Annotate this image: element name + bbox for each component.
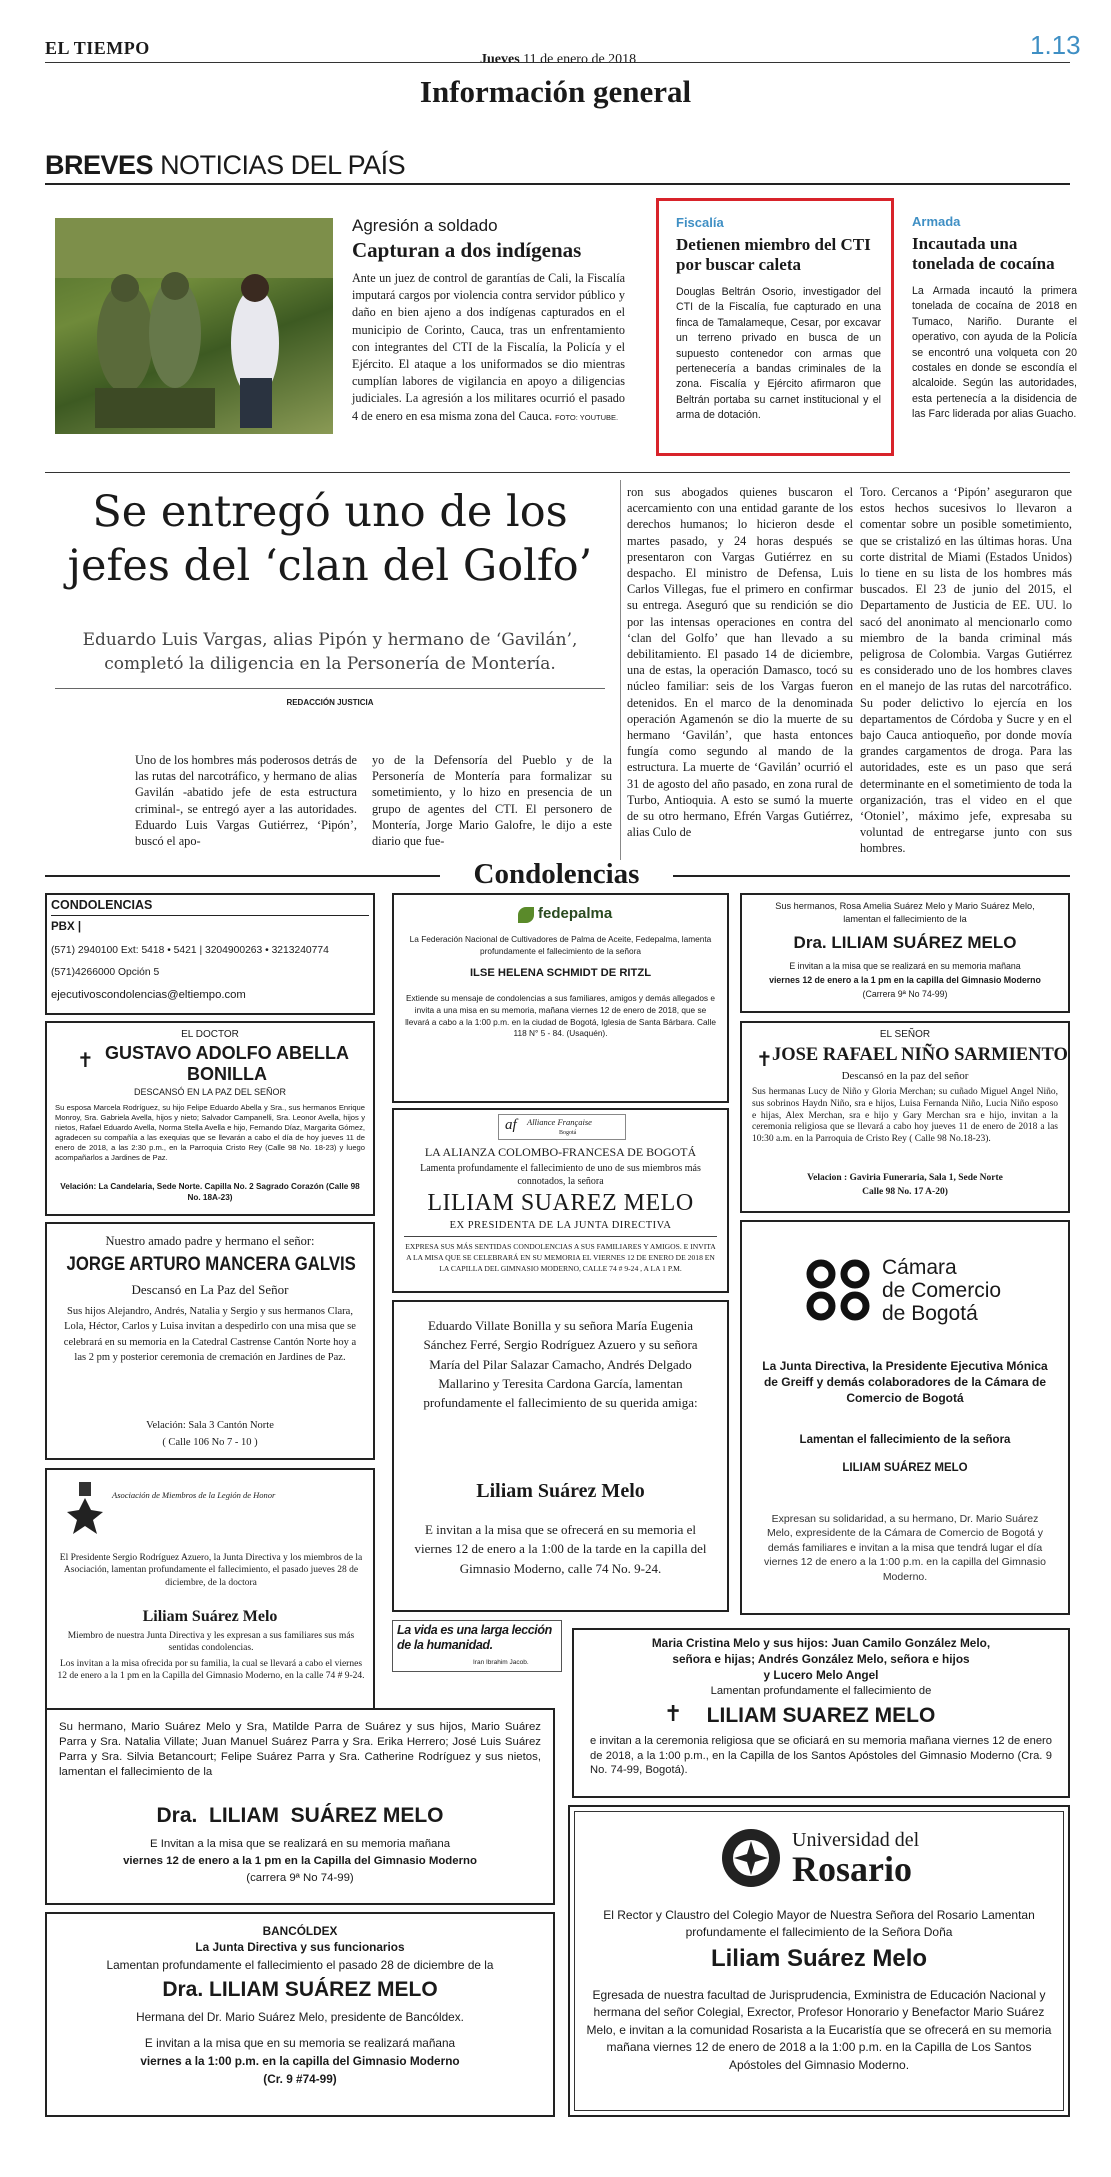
brief1-text: Ante un juez de control de garantías de Cali, la Fiscalía imputará cargos por violencia contra servidor público y daño en bien ajeno a dos indígenas capturados en el municipio de Corinto, Cauca, tras un enfrentamiento con integrantes del CTI de la Fiscalía, la Policía y el Ejército. El ataque a los uniformados se dio mientras cumplían labores de vigilancia en apoyo a diligencias judiciales. La agresión a los militares ocurrió el pasado 4 de enero en esa misma zona del Cauca.: [352, 271, 625, 423]
a12-body2: viernes a la 1:00 p.m. en la capilla del Gimnasio Moderno: [140, 2054, 460, 2068]
notice-mancera: [45, 1222, 375, 1460]
af-city: Bogotá: [559, 1130, 577, 1136]
a11-name: Dra. LILIAM SUÁREZ MELO: [156, 1804, 444, 1827]
notice-mario-suarez: [45, 1708, 555, 1905]
a7-body2: viernes 12 de enero a la 1 pm en la capilla del Gimnasio Moderno: [769, 975, 1041, 985]
column-rule-main: [620, 480, 621, 860]
af-mark: af: [505, 1117, 517, 1133]
brief2-body: Douglas Beltrán Osorio, investigador del CTI de la Fiscalía, fue capturado en una finca de Tamalameque, Cesar, por excavar un terreno privado en busca de un supuesto contenedor con armas que pertenecería a bandas criminales de la zona. Fiscalía y Ejército afirmaron que Beltrán portaba su carnet institucional y el arma de dotación.: [676, 286, 881, 422]
quote-box: [392, 1620, 562, 1672]
a9-name: LILIAM SUÁREZ MELO: [842, 1462, 968, 1474]
a10-lament: Lamentan profundamente el fallecimiento de: [710, 1685, 932, 1697]
a6-body: E invitan a la misa que se ofrecerá en su memoria el viernes 12 de enero a la 1:00 de la tarde en la capilla del Gimnasio Moderno, calle 74 No. 9-24.: [414, 1522, 707, 1576]
brief1-kicker: Agresión a soldado: [352, 216, 498, 235]
cross-icon: ✝: [664, 1702, 683, 1727]
quote-text: La vida es una larga lección de la humanidad.: [397, 1623, 552, 1652]
breves-label: [45, 150, 405, 181]
date-rest: 11 de enero de 2018: [523, 52, 637, 67]
a7-name: Dra. LILIAM SUÁREZ MELO: [793, 933, 1017, 952]
a6-intro: Eduardo Villate Bonilla y su señora María Eugenia Sánchez Ferré, Sergio Rodríguez Azuero y su señora María del Pilar Salazar Camacho, Andrés Delgado Mallarino y Teresita Cardona García, lamentan profundamente el fallecimiento de su querida amiga:: [423, 1318, 698, 1411]
condolencias-rule-left: [45, 875, 440, 877]
a8-foot1: Velacion : Gaviria Funeraria, Sala 1, Sede Norte: [807, 1173, 1003, 1183]
soldiers-image: [55, 218, 333, 434]
contact-box: [45, 893, 375, 1015]
rosario-logo-2: Rosario: [792, 1849, 912, 1889]
story-col3: ron sus abogados quienes buscaron el acercamiento con una entidad garante de los derechos humanos; lo hicieron desde el martes pasado, y 24 horas después se presentaron con Vargas Gutiérrez en su despacho. El ministro de Defensa, Luis Carlos Villegas, fue el primero en confirmar su entrega. Aseguró que su rendición se dio por las intensas operaciones en contra del ‘clan del Golfo’ que han llevado a su debilitamiento. El pasado 14 de diciembre, una de estas, la operación Damasco, tocó su núcleo familiar: seis de los Vargas fueron detenidos. En el marco de la denominada operación Agamenón se dio la muerte de su hermano ‘Gavilán’, que hasta entonces fungía como segundo al mando de la estructura. La muerte de ‘Gavilán’ ocurrió el 31 de agosto del año pasado, en zona rural de Turbo, Antioquia. A esto se sumó la muerte de su otro hermano, Efrén Vargas Gutiérrez, alias Culo de: [627, 485, 853, 840]
a1-pre: EL DOCTOR: [181, 1029, 239, 1040]
a1-foot: Velación: La Candelaria, Sede Norte. Capilla No. 2 Sagrado Corazón (Calle 98 No. 18A-23): [60, 1182, 360, 1202]
cross-icon: ✝: [77, 1048, 94, 1072]
a10-body: e invitan a la ceremonia religiosa que se oficiará en su memoria mañana viernes 12 de enero de 2018, a la 1:00 p.m., en la Capilla de los Santos Apóstoles del Gimnasio Moderno (Cra. 9 No. 74-99, Bogotá).: [590, 1735, 1052, 1777]
notice-villate: [392, 1300, 729, 1612]
a4-body: Extiende su mensaje de condolencias a sus familiares, amigos y demás allegados e invita a una misa en su memoria, mañana viernes 12 de enero de 2018, que se llevará a cabo a la 1:00 p.m. en la ciudad de Bogotá, Iglesia de Santa Bárbara. Calle 118 N° 5 - 84. (Usaquén).: [405, 993, 716, 1039]
camara-logo-2: de Comercio: [882, 1279, 1002, 1302]
a10-intro3: y Lucero Melo Angel: [763, 1668, 879, 1682]
main-deck: Eduardo Luis Vargas, alias Pipón y hermano de ‘Gavilán’, completó la diligencia en la Personería de Montería.: [82, 630, 578, 674]
a12-org2: La Junta Directiva y sus funcionarios: [195, 1940, 405, 1954]
a2-pre: Nuestro amado padre y hermano el señor:: [105, 1234, 315, 1248]
notice-legion: [45, 1468, 375, 1720]
brief1-body: [352, 270, 625, 426]
a2-name: JORGE ARTURO MANCERA GALVIS: [66, 1254, 356, 1275]
brief2-highlight-box: [656, 198, 894, 456]
a9-lament: Lamentan el fallecimiento de la señora: [799, 1434, 1011, 1446]
brief2-title: Detienen miembro del CTI por buscar caleta: [676, 235, 871, 274]
breves-bottom-rule: [45, 472, 1070, 473]
a2-foot2: ( Calle 106 No 7 - 10 ): [162, 1437, 258, 1448]
brief1-title: Capturan a dos indígenas: [352, 238, 582, 262]
a4-intro: La Federación Nacional de Cultivadores de Palma de Aceite, Fedepalma, lamenta profundamente el fallecimiento de la señora: [409, 934, 712, 957]
a7-intro2: lamentan el fallecimiento de la: [843, 914, 967, 924]
notice-abella: [45, 1021, 375, 1216]
cross-icon: ✝: [756, 1047, 773, 1071]
a3-seal: Asociación de Miembros de la Legión de Honor: [112, 1490, 276, 1500]
af-name: Alliance Française: [527, 1117, 592, 1127]
byline: REDACCIÓN JUSTICIA: [286, 698, 374, 707]
brief3-body: La Armada incautó la primera tonelada de cocaína de 2018 en Tumaco, Nariño. Durante el operativo, con ayuda de la Policía se encontró una volqueta con 20 costales en donde se escondía el alcaloide. Según las autoridades, esta pertenecía a la disidencia de las Farc liderada por alias Guacho.: [912, 285, 1077, 421]
a12-org: BANCÓLDEX: [262, 1924, 338, 1938]
brief3-title: Incautada una tonelada de cocaína: [912, 234, 1055, 273]
a12-body3: (Cr. 9 #74-99): [263, 2072, 337, 2086]
story-col1: Uno de los hombres más poderosos detrás de las rutas del narcotráfico, y hermano de alias Gavilán -abatido jefe de esta estructura criminal-, se entregó ayer a las autoridades. Eduardo Luis Vargas Gutiérrez, ‘Pipón’, buscó el apo-: [135, 753, 357, 849]
a5-intro1: LA ALIANZA COLOMBO-FRANCESA DE BOGOTÁ: [424, 1145, 697, 1159]
quote-author: Iran Ibrahim Jacob.: [473, 1659, 529, 1666]
header-rule: [45, 62, 1070, 63]
section-title: Información general: [419, 74, 692, 109]
a9-intro: La Junta Directiva, la Presidente Ejecutiva Mónica de Greiff y demás colaboradores de la Cámara de Comercio de Bogotá: [762, 1359, 1048, 1405]
notice-bancoldex: [45, 1912, 555, 2117]
issue-date: [480, 52, 636, 68]
a6-name: Liliam Suárez Melo: [476, 1480, 645, 1502]
a13-body: Egresada de nuestra facultad de Jurisprudencia, Exministra de Educación Nacional y hermana del señor Colegial, Exrector, Profesor Honorario y Benefactor Mario Suárez Melo, e invitan a la comunidad Rosarista a la Eucaristía que se ofrecerá en su memoria mañana viernes 12 de enero de 2018 a la 1:00 p.m. en la Capilla de Los Santos Apóstoles del Gimnasio Moderno.: [586, 1988, 1052, 2072]
contact-phones: (571) 2940100 Ext: 5418 • 5421 | 3204900263 • 3213240774: [51, 945, 329, 956]
a9-body: Expresan su solidaridad, a su hermano, Dr. Mario Suárez Melo, expresidente de la Cámara de Comercio de Bogotá y demás familiares e invitan a la misa que tendrá lugar el día viernes 12 de enero a la 1:00 p.m. en la capilla del Gimnasio Moderno.: [764, 1513, 1046, 1583]
fedepalma-leaf-icon: [518, 907, 534, 923]
a12-name: Dra. LILIAM SUÁREZ MELO: [162, 1978, 438, 2001]
story-col4: Toro. Cercanos a ‘Pipón’ aseguraron que estos hechos sucesivos lo llevaron a comentar sobre un posible sometimiento, que se cristalizó en las últimas horas. Una corte distrital de Miami (Estados Unidos) lo tiene en su lista de los hombres más buscados. El 23 de junio del 2015, el Departamento de Justicia de EE. UU. lo sacó del anonimato al mencionarlo como miembro de la banda criminal más peligrosa de Colombia. Vargas Gutiérrez es considerado uno de los hombres claves en el manejo de las rutas del narcotráfico. Su poder delictivo lo ejercía en los departamentos de Córdoba y Sucre y en el bajo Cauca antioqueño, por donde movía grandes cargamentos de droga. Para las autoridades, este es un paso que será determinante en el sometimiento de toda la organización, tras el video en el que ‘Otoniel’, máximo jefe, expresaba su voluntad de entregarse junto con sus hombres.: [860, 485, 1072, 856]
a10-intro1: Maria Cristina Melo y sus hijos: Juan Camilo González Melo,: [651, 1636, 991, 1650]
breves-bold: BREVES: [45, 150, 154, 180]
deck-rule: [55, 688, 605, 689]
a8-sub: Descansó en la paz del señor: [841, 1070, 969, 1082]
a2-sub: Descansó en La Paz del Señor: [131, 1282, 289, 1297]
pbx-label: PBX |: [51, 921, 82, 933]
breves-rule: [45, 183, 1070, 185]
a3-body1: Miembro de nuestra Junta Directiva y les expresan a sus familiares sus más sentidas condolencias.: [67, 1631, 355, 1654]
a2-foot1: Velación: Sala 3 Cantón Norte: [146, 1420, 274, 1431]
a12-intro: Lamentan profundamente el fallecimiento el pasado 28 de diciembre de la: [106, 1958, 494, 1972]
a12-body1: E invitan a la misa que en su memoria se realizará mañana: [144, 2036, 456, 2050]
contact-phone-2: (571)4266000 Opción 5: [51, 967, 160, 978]
notice-rosario: [568, 1805, 1070, 2117]
rosario-logo-1: Universidad del: [792, 1829, 920, 1851]
legion-medal-icon: [65, 1482, 105, 1542]
a1-sub: DESCANSÓ EN LA PAZ DEL SEÑOR: [133, 1087, 287, 1097]
main-headline: Se entregó uno de los jefes del ‘clan del Golfo’: [67, 487, 593, 591]
a7-body3: (Carrera 9ª No 74-99): [862, 989, 948, 999]
a8-body: Sus hermanas Lucy de Niño y Gloria Merchan; su cuñado Miguel Angel Niño, sus sobrinos Haydn Niño, sra e hijos, Luisa Fernanda Niño, Lucia Niño esposo e hijas, Alex Merchan, sra e hijo y Gary Merchan sra e hijo, invitan a la ceremonia religiosa que se llevará a cabo hoy jueves 11 de enero de 2018 a las 10:30 a.m. en la Parroquia de Cristo Rey ( Calle 98 No.18-23).: [752, 1087, 1058, 1145]
a5-name: LILIAM SUAREZ MELO: [427, 1190, 694, 1216]
notice-fedepalma: [392, 893, 729, 1103]
a11-body2: viernes 12 de enero a la 1 pm en la Capilla del Gimnasio Moderno: [123, 1855, 477, 1867]
a7-intro1: Sus hermanos, Rosa Amelia Suárez Melo y Mario Suárez Melo,: [775, 901, 1035, 911]
a2-body: Sus hijos Alejandro, Andrés, Natalia y Sergio y sus hermanos Clara, Lola, Héctor, Carlos y Luisa invitan a despedirlo con una misa que se celebrará en su memoria en la Catedral Castrense Cantón Norte hoy a las 2 pm y posterior ceremonia de cremación en Jardines de Paz.: [63, 1306, 357, 1363]
a11-body3: (carrera 9ª No 74-99): [246, 1872, 354, 1884]
page-number: 1.13: [1030, 30, 1081, 60]
a8-name: JOSE RAFAEL NIÑO SARMIENTO: [772, 1045, 1068, 1065]
notice-nino: [740, 1021, 1070, 1213]
a8-foot2: Calle 98 No. 17 A-20): [862, 1187, 948, 1197]
a11-body1: E Invitan a la misa que se realizará en su memoria mañana: [149, 1838, 451, 1850]
contact-email: ejecutivoscondolencias@eltiempo.com: [51, 989, 246, 1001]
brief3-kicker: Armada: [912, 214, 961, 229]
af-logo: [498, 1114, 626, 1140]
brand-logo: EL TIEMPO: [45, 38, 150, 58]
notice-maria-cristina: [572, 1628, 1070, 1798]
notice-camara: [740, 1220, 1070, 1615]
a3-intro: El Presidente Sergio Rodríguez Azuero, la Junta Directiva y los miembros de la Asociación, lamentan profundamente el fallecimiento, el pasado jueves 28 de diciembre, de la doctora: [59, 1553, 363, 1588]
a5-body: EXPRESA SUS MÁS SENTIDAS CONDOLENCIAS A SUS FAMILIARES Y AMIGOS. E INVITA A LA MISA QUE SE CELEBRARÁ EN SU MEMORIA EL VIERNES 12 DE ENERO DE 2018 EN LA CAPILLA DEL GIMNASIO MODERNO, CALLE 74 # 9-24 , A LA 1 P.M.: [405, 1242, 716, 1273]
a13-intro: El Rector y Claustro del Colegio Mayor de Nuestra Señora del Rosario Lamentan profundamente el fallecimiento de la Señora Doña: [603, 1908, 1035, 1939]
a10-name: LILIAM SUAREZ MELO: [706, 1704, 936, 1727]
a7-body1: E invitan a la misa que se realizará en su memoria mañana: [789, 961, 1021, 971]
rosario-crest-icon: [720, 1827, 782, 1889]
story-col2: yo de la Defensoría del Pueblo y de la Personería de Montería para formalizar su sometimiento, y lo hizo en presencia de un grupo de agentes del CTI. El personero de Montería, Jorge Mario Galofre, le dijo a este diario que fue-: [372, 753, 612, 849]
notice-hermanos-rosa: [740, 893, 1070, 1013]
a13-name: Liliam Suárez Melo: [710, 1945, 928, 1972]
notice-alianza: [392, 1108, 729, 1293]
condolencias-title: Condolencias: [473, 858, 640, 890]
a3-body2: Los invitan a la misa ofrecida por su familia, la cual se llevará a cabo el viernes 12 de enero a la 1 pm en la Capilla del Gimnasio Moderno, en la calle 74 # 9-24.: [57, 1659, 365, 1682]
a5-intro2: Lamenta profundamente el fallecimiento de uno de sus miembros más connotados, la señora: [420, 1163, 701, 1187]
camara-logo-1: Cámara: [882, 1256, 957, 1279]
date-day: Jueves: [480, 52, 520, 67]
a5-sub: EX PRESIDENTA DE LA JUNTA DIRECTIVA: [449, 1220, 672, 1231]
camara-logo-3: de Bogotá: [882, 1302, 978, 1325]
a4-logo: fedepalma: [538, 905, 613, 922]
a12-sub: Hermana del Dr. Mario Suárez Melo, presidente de Bancóldex.: [136, 2010, 464, 2024]
alianza-rule: [404, 1236, 717, 1237]
brief2-kicker: Fiscalía: [676, 215, 724, 230]
a10-intro2: señora e hijas; Andrés González Melo, señora e hijos: [672, 1652, 970, 1666]
photo-credit: FOTO: YOUTUBE.: [555, 412, 619, 422]
a1-name: GUSTAVO ADOLFO ABELLA BONILLA: [105, 1043, 349, 1084]
contact-title: CONDOLENCIAS: [51, 898, 153, 912]
a4-name: ILSE HELENA SCHMIDT DE RITZL: [469, 967, 652, 979]
a3-name: Liliam Suárez Melo: [142, 1608, 278, 1625]
contact-title-rule: [51, 915, 369, 916]
condolencias-rule-right: [673, 875, 1070, 877]
camara-logo-icon: [804, 1258, 872, 1322]
a8-pre: EL SEÑOR: [879, 1029, 931, 1040]
brief-photo: [55, 218, 333, 434]
breves-light: NOTICIAS DEL PAÍS: [160, 150, 406, 180]
a1-body: Su esposa Marcela Rodríguez, su hijo Felipe Eduardo Abella y Sra., sus hermanos Enrique Monroy, Sra. Gabriela Avella, hijos y nieto; Salvador Campanelli, Sra. Leonor Avella, hijos y nietos, Rafael Eduardo Avella, Norma Stella Avella e hijo, Fernando Díaz, Margarita Gómez, agradecen su compañía a las exequias que se llevarán a cabo el día de hoy jueves 11 de enero de 2018, a las 2:30 p.m., en la Parroquia Cristo Rey (Calle 98 No. 18-23) y luego acompañarlos a Jardines de Paz.: [55, 1103, 365, 1162]
a11-intro: Su hermano, Mario Suárez Melo y Sra, Matilde Parra de Suárez y sus hijos, Mario Suárez Parra y Sra. Natalia Villate; Juan Manuel Suárez Parra y Sra. Erika Herrero; José Luis Suárez Parra y Sra. Silvia Betancourt; Felipe Suárez Parra y Sra. Catherine Rodríguez y sus nietos, lamentan el fallecimiento de la: [59, 1721, 541, 1778]
